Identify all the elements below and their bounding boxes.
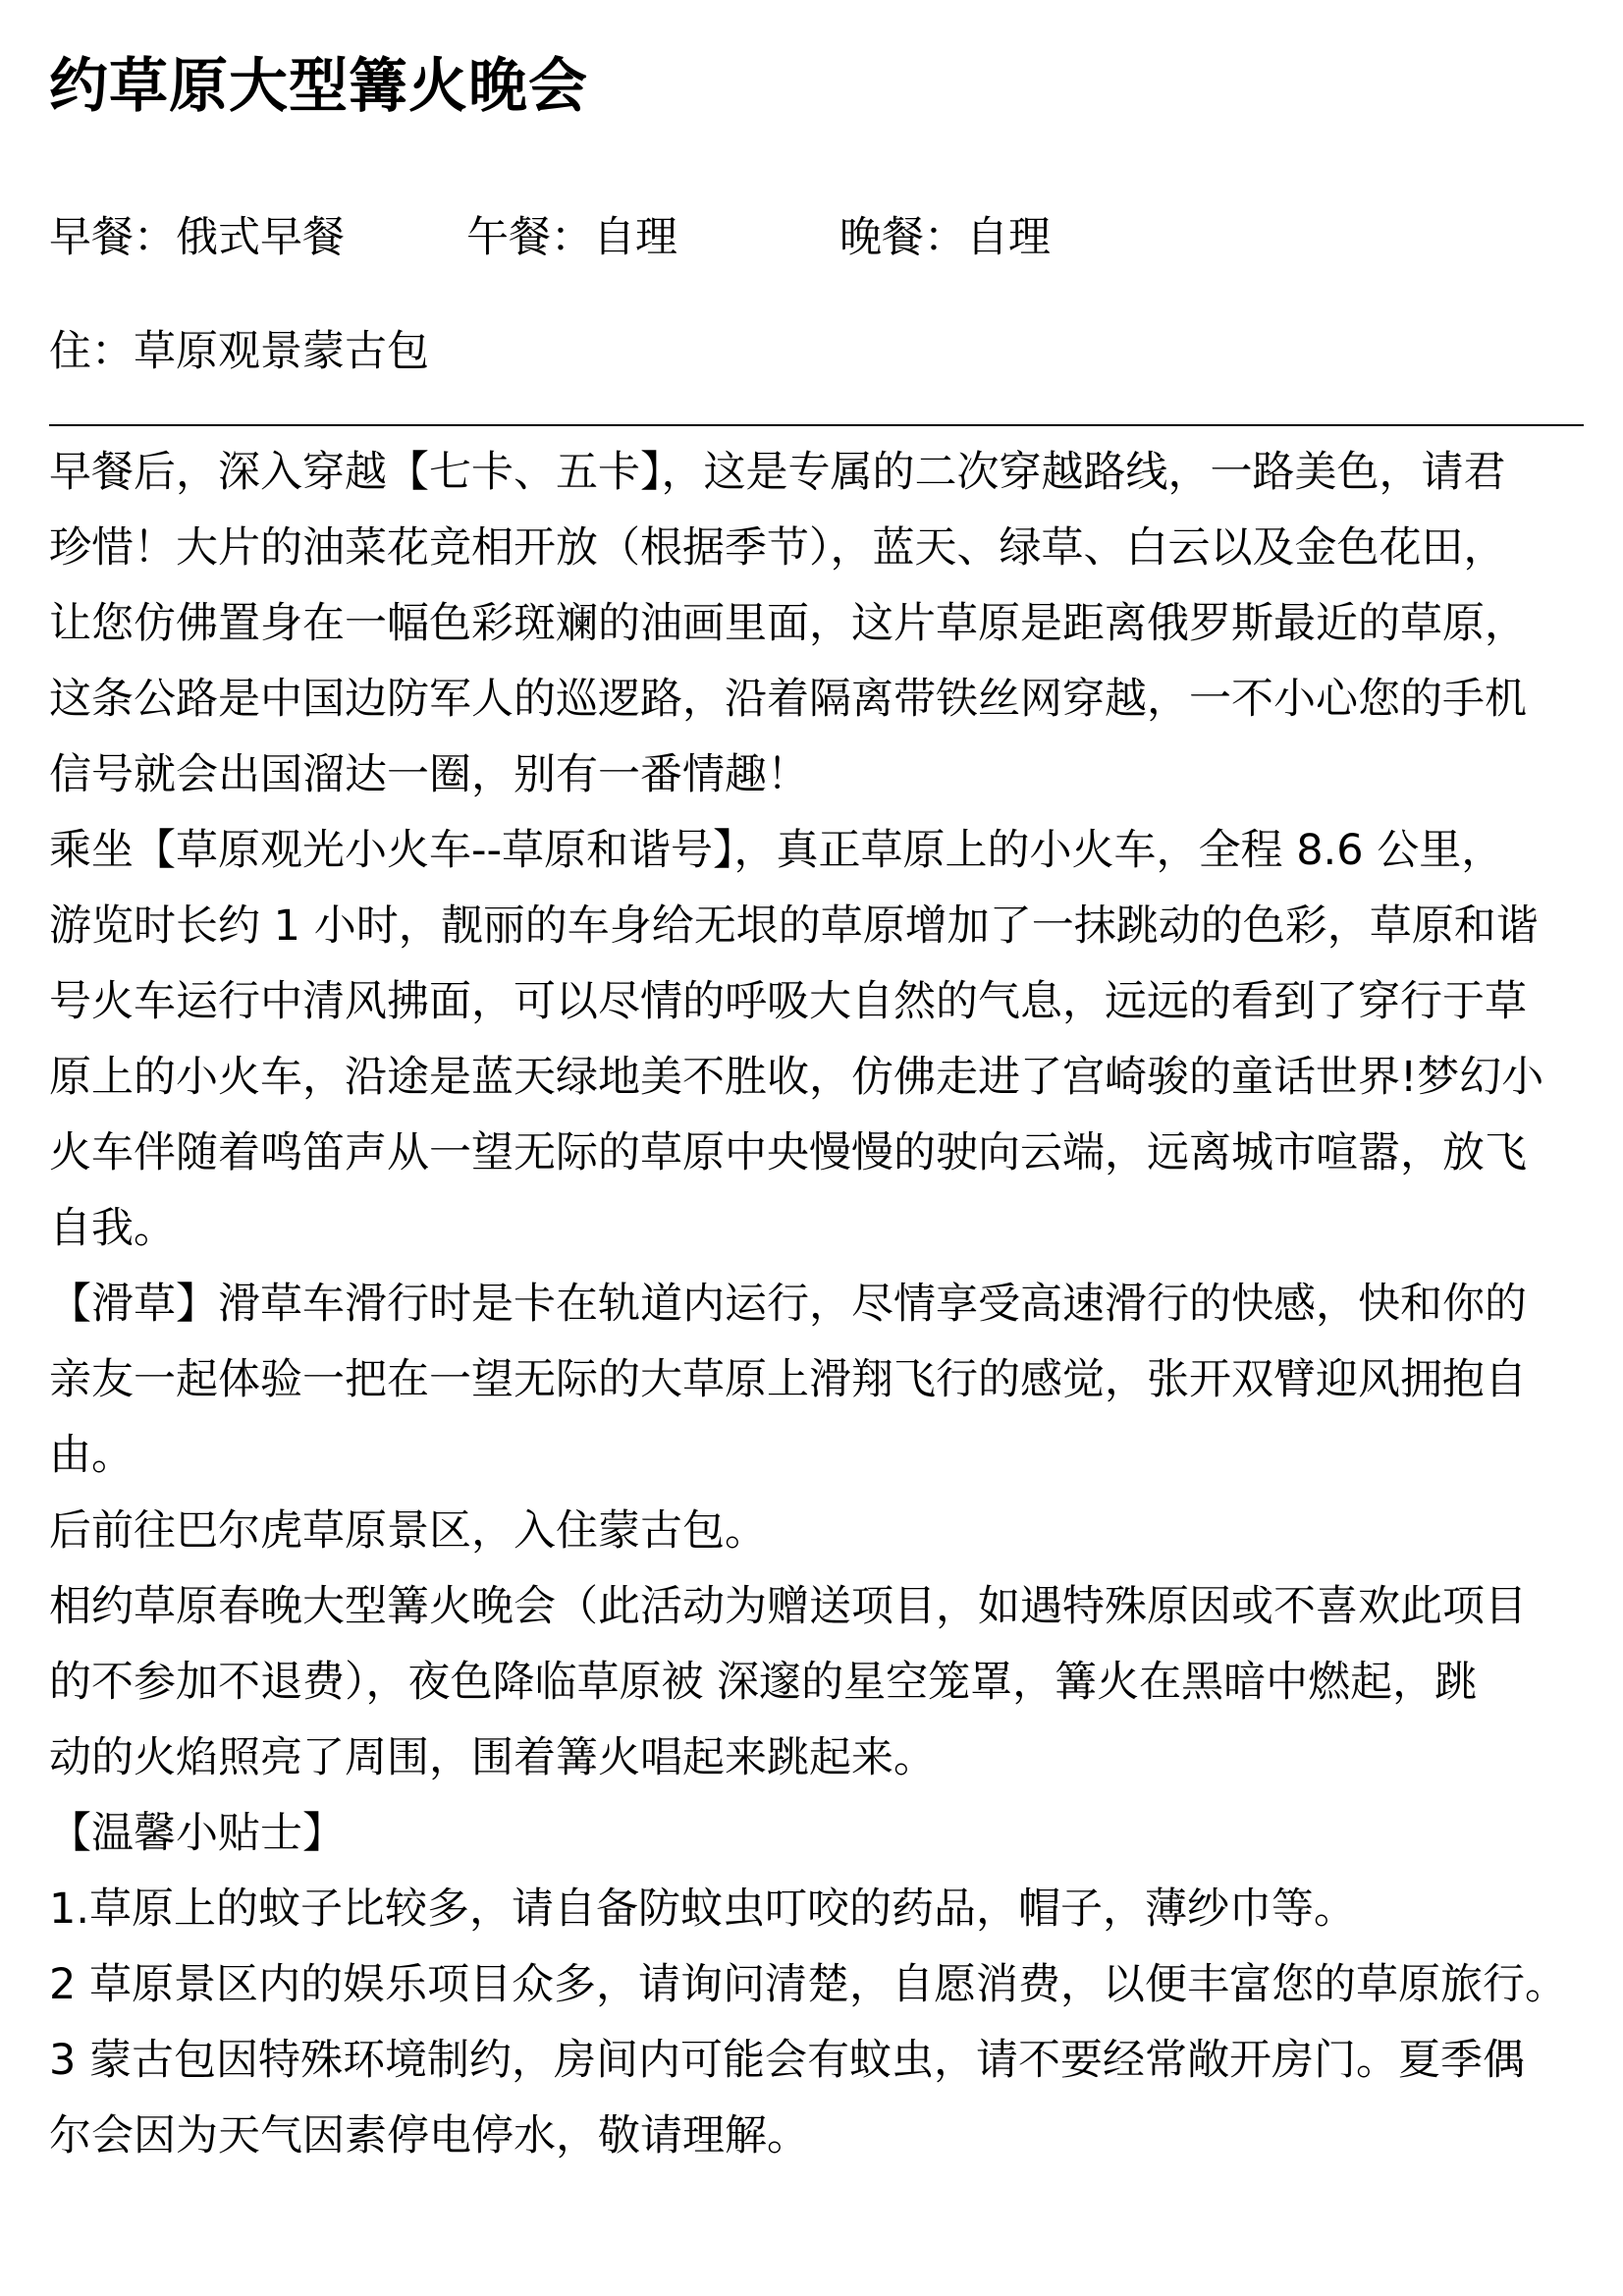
body-line: 让您仿佛置身在一幅色彩斑斓的油画里面，这片草原是距离俄罗斯最近的草原， xyxy=(49,599,1527,648)
body-line: 早餐后，深入穿越【七卡、五卡】，这是专属的二次穿越路线，一路美色，请君 xyxy=(49,448,1506,497)
body-line: 号火车运行中清风拂面，可以尽情的呼吸大自然的气息，远远的看到了穿行于草 xyxy=(49,977,1527,1026)
tip-item: 1.草原上的蚊子比较多，请自备防蚊虫叮咬的药品，帽子，薄纱巾等。 xyxy=(49,1885,1357,1934)
page-title: 约草原大型篝火晚会 xyxy=(49,52,588,121)
accommodation-info: 住：草原观景蒙古包 xyxy=(49,327,429,376)
body-line: 这条公路是中国边防军人的巡逻路，沿着隔离带铁丝网穿越，一不小心您的手机 xyxy=(49,675,1527,724)
tip-item: 2 草原景区内的娱乐项目众多，请询问清楚，自愿消费，以便丰富您的草原旅行。 xyxy=(49,1960,1568,2009)
body-line: 由。 xyxy=(49,1431,134,1480)
tip-item: 3 蒙古包因特殊环境制约，房间内可能会有蚊虫，请不要经常敞开房门。夏季偶 xyxy=(49,2036,1526,2085)
body-line: 【滑草】滑草车滑行时是卡在轨道内运行，尽情享受高速滑行的快感，快和你的 xyxy=(49,1280,1527,1329)
body-line: 后前往巴尔虎草原景区，入住蒙古包。 xyxy=(49,1506,767,1556)
tips-heading: 【温馨小贴士】 xyxy=(49,1809,345,1858)
body-line: 自我。 xyxy=(49,1204,176,1253)
tip-item: 尔会因为天气因素停电停水，敬请理解。 xyxy=(49,2111,809,2160)
body-line: 游览时长约 1 小时，靓丽的车身给无垠的草原增加了一抹跳动的色彩，草原和谐 xyxy=(49,902,1539,951)
body-line: 珍惜！大片的油菜花竞相开放（根据季节），蓝天、绿草、白云以及金色花田， xyxy=(49,523,1506,573)
body-line: 乘坐【草原观光小火车--草原和谐号】，真正草原上的小火车，全程 8.6 公里， xyxy=(49,826,1504,875)
divider xyxy=(49,424,1584,426)
body-line: 亲友一起体验一把在一望无际的大草原上滑翔飞行的感觉，张开双臂迎风拥抱自 xyxy=(49,1355,1527,1404)
body-line: 的不参加不退费），夜色降临草原被 深邃的星空笼罩，篝火在黑暗中燃起，跳 xyxy=(49,1658,1478,1707)
lunch-info: 午餐：自理 xyxy=(466,213,677,262)
body-line: 相约草原春晚大型篝火晚会（此活动为赠送项目，如遇特殊原因或不喜欢此项目 xyxy=(49,1582,1527,1631)
breakfast-info: 早餐：俄式早餐 xyxy=(49,213,345,262)
body-line: 动的火焰照亮了周围，围着篝火唱起来跳起来。 xyxy=(49,1733,936,1782)
body-line: 信号就会出国溜达一圈，别有一番情趣！ xyxy=(49,750,809,799)
dinner-info: 晚餐：自理 xyxy=(839,213,1051,262)
body-line: 火车伴随着鸣笛声从一望无际的草原中央慢慢的驶向云端，远离城市喧嚣，放飞 xyxy=(49,1128,1527,1177)
body-line: 原上的小火车，沿途是蓝天绿地美不胜收，仿佛走进了宫崎骏的童话世界!梦幻小 xyxy=(49,1053,1544,1102)
itinerary-body xyxy=(49,435,1584,2174)
